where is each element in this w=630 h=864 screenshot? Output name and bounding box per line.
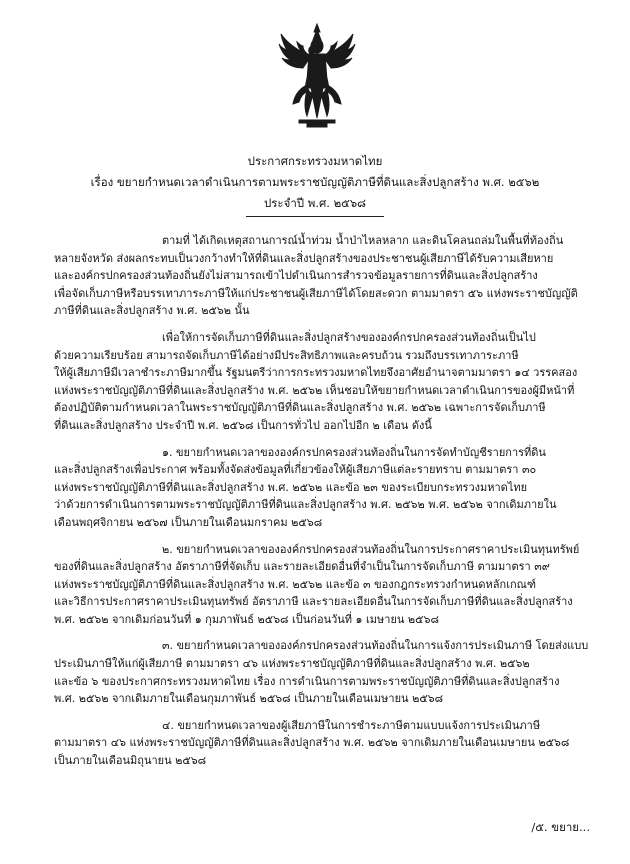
- paragraph-line: พ.ศ. ๒๕๖๒ จากเดิมก่อนวันที่ ๑ กุมภาพันธ์ ๒๕๖๘ เป็นก่อนวันที่ ๑ เมษายน ๒๕๖๘: [54, 612, 439, 626]
- paragraph-line: และองค์กรปกครองส่วนท้องถิ่นยังไม่สามารถเข้าไปดำเนินการสำรวจข้อมูลรายการที่ดินและสิ่งปลูกสร้าง: [54, 269, 538, 283]
- paragraph: [54, 717, 594, 770]
- paragraph: [54, 541, 594, 629]
- paragraph: [54, 444, 594, 532]
- paragraph-line: และสิ่งปลูกสร้างเพื่อประกาศ พร้อมทั้งจัดส่งข้อมูลที่เกี่ยวข้องให้ผู้เสียภาษีแต่ละรายทราบ ตามมาตรา ๓๐: [54, 463, 537, 477]
- paragraph-line: เพื่อจัดเก็บภาษีหรือบรรเทาภาระภาษีให้แก่ประชาชนผู้เสียภาษีได้โดยสะดวก ตามมาตรา ๕๖ แห่งพระราชบัญญัติ: [54, 286, 578, 300]
- paragraph: [54, 637, 594, 707]
- paragraph-line: และวิธีการประกาศราคาประเมินทุนทรัพย์ อัตราภาษี และรายละเอียดอื่นในการจัดเก็บภาษีที่ดินและสิ่งปลูกสร้าง: [54, 595, 573, 609]
- paragraph-line: ด้วยความเรียบร้อย สามารถจัดเก็บภาษีได้อย่างมีประสิทธิภาพและครบถ้วน รวมถึงบรรเทาภาระภาษี: [54, 348, 519, 362]
- paragraph-first-line: เพื่อให้การจัดเก็บภาษีที่ดินและสิ่งปลูกสร้างขององค์กรปกครองส่วนท้องถิ่นเป็นไป: [162, 330, 536, 344]
- paragraph-line: ของที่ดินและสิ่งปลูกสร้าง อัตราภาษีที่จัดเก็บ และรายละเอียดอื่นที่จำเป็นในการจัดเก็บภาษี ตามมาตรา ๓๙: [54, 560, 550, 574]
- paragraph-first-line: ๔. ขยายกำหนดเวลาของผู้เสียภาษีในการชำระภาษีตามแบบแจ้งการประเมินภาษี: [162, 718, 541, 732]
- paragraph-line: หลายจังหวัด ส่งผลกระทบเป็นวงกว้างทำให้ที่ดินและสิ่งปลูกสร้างของประชาชนผู้เสียภาษีได้รับความเสียหาย: [54, 251, 554, 265]
- paragraph-line: ภาษีที่ดินและสิ่งปลูกสร้าง พ.ศ. ๒๕๖๒ นั้น: [54, 304, 250, 318]
- subject-line: เรื่อง ขยายกำหนดเวลาดำเนินการตามพระราชบัญญัติภาษีที่ดินและสิ่งปลูกสร้าง พ.ศ. ๒๕๖๒: [90, 175, 540, 189]
- year-line: ประจำปี พ.ศ. ๒๕๖๘: [263, 196, 367, 210]
- paragraph-line: ที่ดินและสิ่งปลูกสร้าง ประจำปี พ.ศ. ๒๕๖๘ เป็นการทั่วไป ออกไปอีก ๒ เดือน ดังนี้: [54, 418, 432, 432]
- paragraph-line: ต้องปฏิบัติตามกำหนดเวลาในพระราชบัญญัติภาษีที่ดินและสิ่งปลูกสร้าง พ.ศ. ๒๕๖๒ เฉพาะการจัดเก็บภาษี: [54, 401, 546, 415]
- paragraph-line: แห่งพระราชบัญญัติภาษีที่ดินและสิ่งปลูกสร้าง พ.ศ. ๒๕๖๒ และข้อ ๓ ของกฎกระทรวงกำหนดหลักเกณฑ์: [54, 577, 536, 591]
- paragraph-line: ตามมาตรา ๔๖ แห่งพระราชบัญญัติภาษีที่ดินและสิ่งปลูกสร้าง พ.ศ. ๒๕๖๒ จากเดิมภายในเดือนเมษายน ๒๕๖๘: [54, 736, 570, 750]
- paragraph: [54, 232, 594, 320]
- paragraph-first-line: ๓. ขยายกำหนดเวลาขององค์กรปกครองส่วนท้องถิ่นในการแจ้งการประเมินภาษี โดยส่งแบบ: [162, 639, 589, 653]
- paragraph-line: แห่งพระราชบัญญัติภาษีที่ดินและสิ่งปลูกสร้าง พ.ศ. ๒๕๖๒ เห็นชอบให้ขยายกำหนดเวลาดำเนินการของผู้มีหน้าที่: [54, 383, 575, 397]
- paragraph-line: ประเมินภาษีให้แก่ผู้เสียภาษี ตามมาตรา ๔๖ แห่งพระราชบัญญัติภาษีที่ดินและสิ่งปลูกสร้าง พ.ศ. ๒๕๖๒: [54, 657, 530, 671]
- paragraph-line: ให้ผู้เสียภาษีมีเวลาชำระภาษีมากขึ้น รัฐมนตรีว่าการกระทรวงมหาดไทยจึงอาศัยอำนาจตามมาตรา ๑๔ วรรคสอง: [54, 366, 578, 380]
- paragraph-line: และข้อ ๖ ของประกาศกระทรวงมหาดไทย เรื่อง การดำเนินการตามพระราชบัญญัติภาษีที่ดินและสิ่งปลูกสร้าง: [54, 674, 560, 688]
- paragraph-first-line: ๑. ขยายกำหนดเวลาขององค์กรปกครองส่วนท้องถิ่นในการจัดทำบัญชีรายการที่ดิน: [162, 445, 546, 459]
- divider-line: [246, 216, 384, 217]
- paragraph-line: ว่าด้วยการดำเนินการตามพระราชบัญญัติภาษีที่ดินและสิ่งปลูกสร้าง พ.ศ. ๒๕๖๒ พ.ศ. ๒๕๖๒ จากเดิมภายใน: [54, 498, 557, 512]
- continuation-marker: /๕. ขยาย...: [531, 820, 590, 834]
- paragraph-line: พ.ศ. ๒๕๖๒ จากเดิมภายในเดือนกุมภาพันธ์ ๒๕๖๘ เป็นภายในเดือนเมษายน ๒๕๖๘: [54, 692, 444, 706]
- document-body: [54, 232, 594, 779]
- paragraph-first-line: ตามที่ ได้เกิดเหตุสถานการณ์น้ำท่วม น้ำป่าไหลหลาก และดินโคลนถล่มในพื้นที่ท้องถิ่น: [162, 234, 564, 247]
- issuer-title: ประกาศกระทรวงมหาดไทย: [247, 154, 383, 168]
- paragraph: [54, 329, 594, 435]
- garuda-emblem-icon: [277, 22, 357, 130]
- paragraph-line: เป็นภายในเดือนมิถุนายน ๒๕๖๘: [54, 754, 207, 768]
- paragraph-line: เดือนพฤศจิกายน ๒๕๖๗ เป็นภายในเดือนมกราคม ๒๕๖๘: [54, 515, 323, 529]
- paragraph-line: แห่งพระราชบัญญัติภาษีที่ดินและสิ่งปลูกสร้าง พ.ศ. ๒๕๖๒ และข้อ ๒๓ ของระเบียบกระทรวงมหาดไทย: [54, 480, 528, 494]
- paragraph-first-line: ๒. ขยายกำหนดเวลาขององค์กรปกครองส่วนท้องถิ่นในการประกาศราคาประเมินทุนทรัพย์: [162, 542, 580, 556]
- announcement-header: [60, 151, 570, 214]
